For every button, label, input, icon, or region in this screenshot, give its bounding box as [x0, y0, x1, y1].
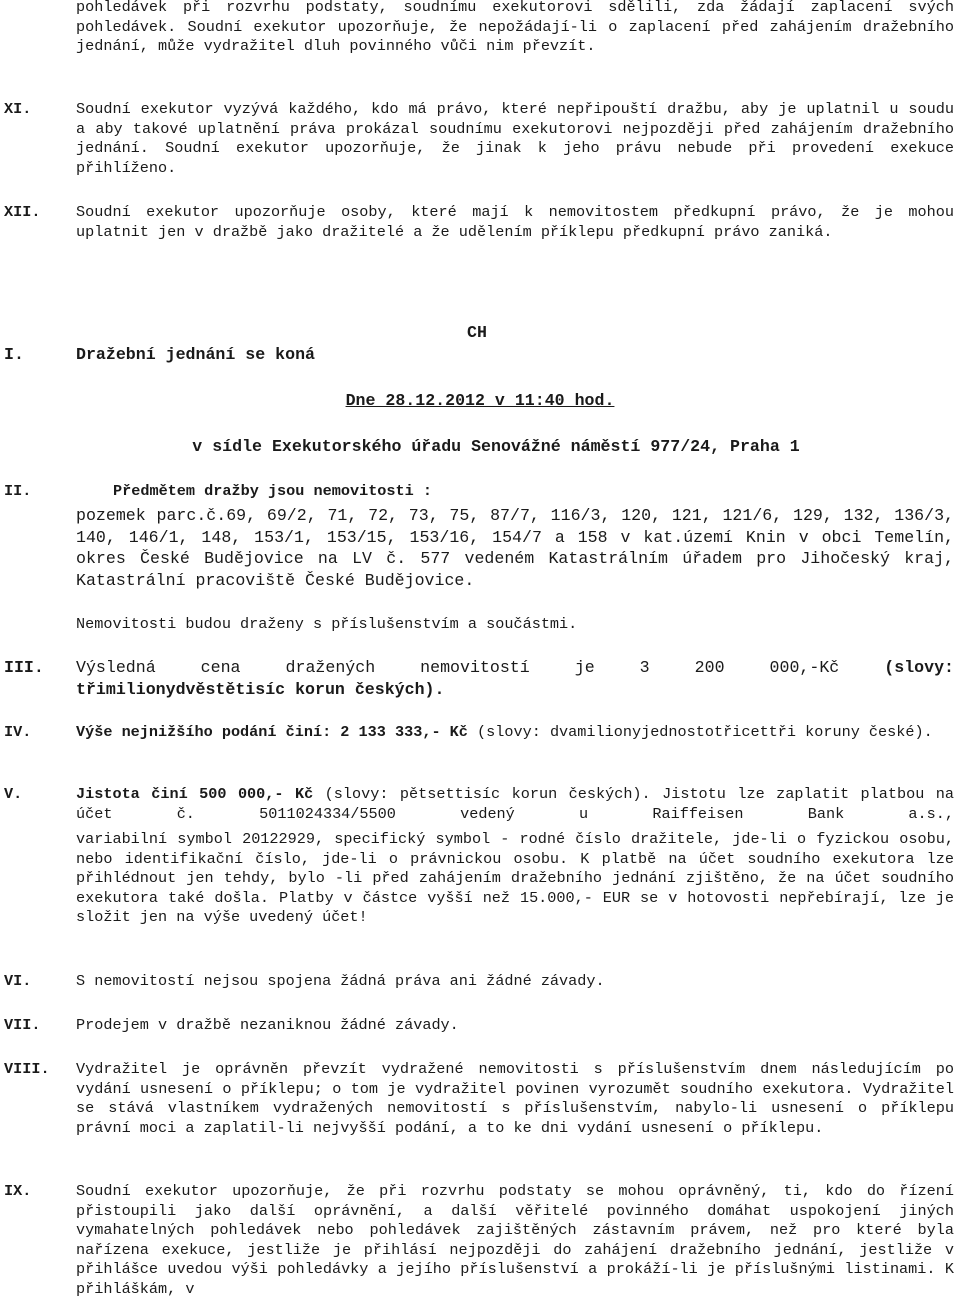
section-number: VIII. — [4, 1060, 50, 1078]
section-text: Výsledná cena dražených nemovitostí je 3 200 000,-Kč (slovy: — [76, 658, 954, 677]
section-text-amount-words: třimilionydvěstětisíc korun českých). — [76, 680, 445, 699]
section-text: Vydražitel je oprávněn převzít vydražené nemovitosti s příslušenstvím dnem následujícím po vydání usnesení o příklepu; o tom je vydražitel povinen vyrozumět soudního exekutora. Vydražitel se stává vlastníkem vydražených nemovitostí s příslušenstvím, nabylo-li usnesení o příklepu právní moci a zaplatil-li nejvyšší podání, a to ke dni vydání usnesení o příklepu. — [76, 1060, 954, 1137]
section-number: V. — [4, 785, 23, 803]
section-text: Soudní exekutor vyzývá každého, kdo má právo, které nepřipouští dražbu, aby je uplatnil u soudu a aby takové uplatnění práva prokázal soudnímu exekutorovi nejpozději před zahájením dražebního jednání. Soudní exekutor upozorňuje, že jinak k jeho právu nebude při provedení exekuce přihlíženo. — [76, 100, 954, 177]
section-number: IV. — [4, 723, 32, 741]
section-text: pozemek parc.č.69, 69/2, 71, 72, 73, 75, 87/7, 116/3, 120, 121, 121/6, 129, 132, 136/3, 140, 146/1, 148, 153/1, 153/15, 153/16, 154/7 a 158 v kat.území Knin v obci Temelín, okres České Budějovice na LV č. 577 vedeném Katastrálním úřadem pro Jihočeský kraj, Katastrální pracoviště České Budějovice. — [76, 506, 954, 590]
section-number: II. — [4, 482, 32, 500]
section-text: Jistota činí 500 000,- Kč (slovy: pětsettisíc korun českých). Jistotu lze zaplatit platbou na účet č. 5011024334/5500 vedený u Raiffeisen Bank a.s., — [76, 785, 954, 823]
section-text: Soudní exekutor upozorňuje, že při rozvrhu podstaty se mohou oprávněný, ti, kdo do řízení přistoupili jako další oprávnění, a další věřitelé povinného domáhat uspokojení jiných vymahatelných pohledávek nebo pohledávek zajištěných zástavním právem, než pro které byla nařízena exekuce, jestliže je přihlásí nejpozději do zahájení dražebního jednání, jestliže v přihlášce uvedou výši pohledávky a jejího příslušenství a prokáží-li je příslušnými listinami. K přihláškám, v — [76, 1182, 954, 1298]
section-text: Soudní exekutor upozorňuje osoby, které mají k nemovitostem předkupní právo, že je mohou uplatnit jen v dražbě jako dražitelé a že udělením příklepu předkupní právo zaniká. — [76, 203, 954, 241]
section-text: Výše nejnižšího podání činí: 2 133 333,- Kč (slovy: dvamilionyjednostotřicettři koruny české). — [76, 723, 933, 741]
ch-marker: CH — [467, 323, 487, 342]
section-text: S nemovitostí nejsou spojena žádná práva ani žádné závady. — [76, 972, 605, 990]
section-number: III. — [4, 658, 44, 677]
section-number: XI. — [4, 100, 32, 118]
auction-date-wrapper — [0, 390, 960, 412]
section-text-continued: variabilní symbol 20122929, specifický symbol - rodné číslo dražitele, jde-li o fyzickou osobu, nebo identifikační číslo, jde-li o právnickou osobu. K platbě na účet soudního exekutora lze přihlédnout jen tehdy, bylo -li před zahájením dražebního jednání zjištěno, že na účet soudního exekutora také došla. Platby v částce vyšší než 15.000,- EUR se v hotovosti nepřebírají, lze je složit jen na výše uvedený účet! — [76, 830, 954, 927]
top-continuation-paragraph: pohledávek při rozvrhu podstaty, soudnímu exekutorovi sdělili, zda žádají zaplacení svých pohledávek. Soudní exekutor upozorňuje, že nepožádají-li o zaplacení před zahájením dražebního jednání, může vydražitel dluh povinného vůči nim převzít. — [76, 0, 954, 56]
section-number: IX. — [4, 1182, 32, 1200]
auction-date: Dne 28.12.2012 v 11:40 hod. — [345, 391, 615, 410]
auction-venue: v sídle Exekutorského úřadu Senovážné náměstí 977/24, Praha 1 — [192, 437, 800, 456]
section-number: VI. — [4, 972, 32, 990]
section-number: XII. — [4, 203, 41, 221]
section-text: Prodejem v dražbě nezaniknou žádné závady. — [76, 1016, 459, 1034]
section-heading: Předmětem dražby jsou nemovitosti : — [113, 482, 432, 500]
section-number: VII. — [4, 1016, 41, 1034]
section-note: Nemovitosti budou draženy s příslušenstvím a součástmi. — [76, 615, 578, 633]
section-number: I. — [4, 345, 24, 364]
section-title: Dražební jednání se koná — [76, 345, 315, 364]
